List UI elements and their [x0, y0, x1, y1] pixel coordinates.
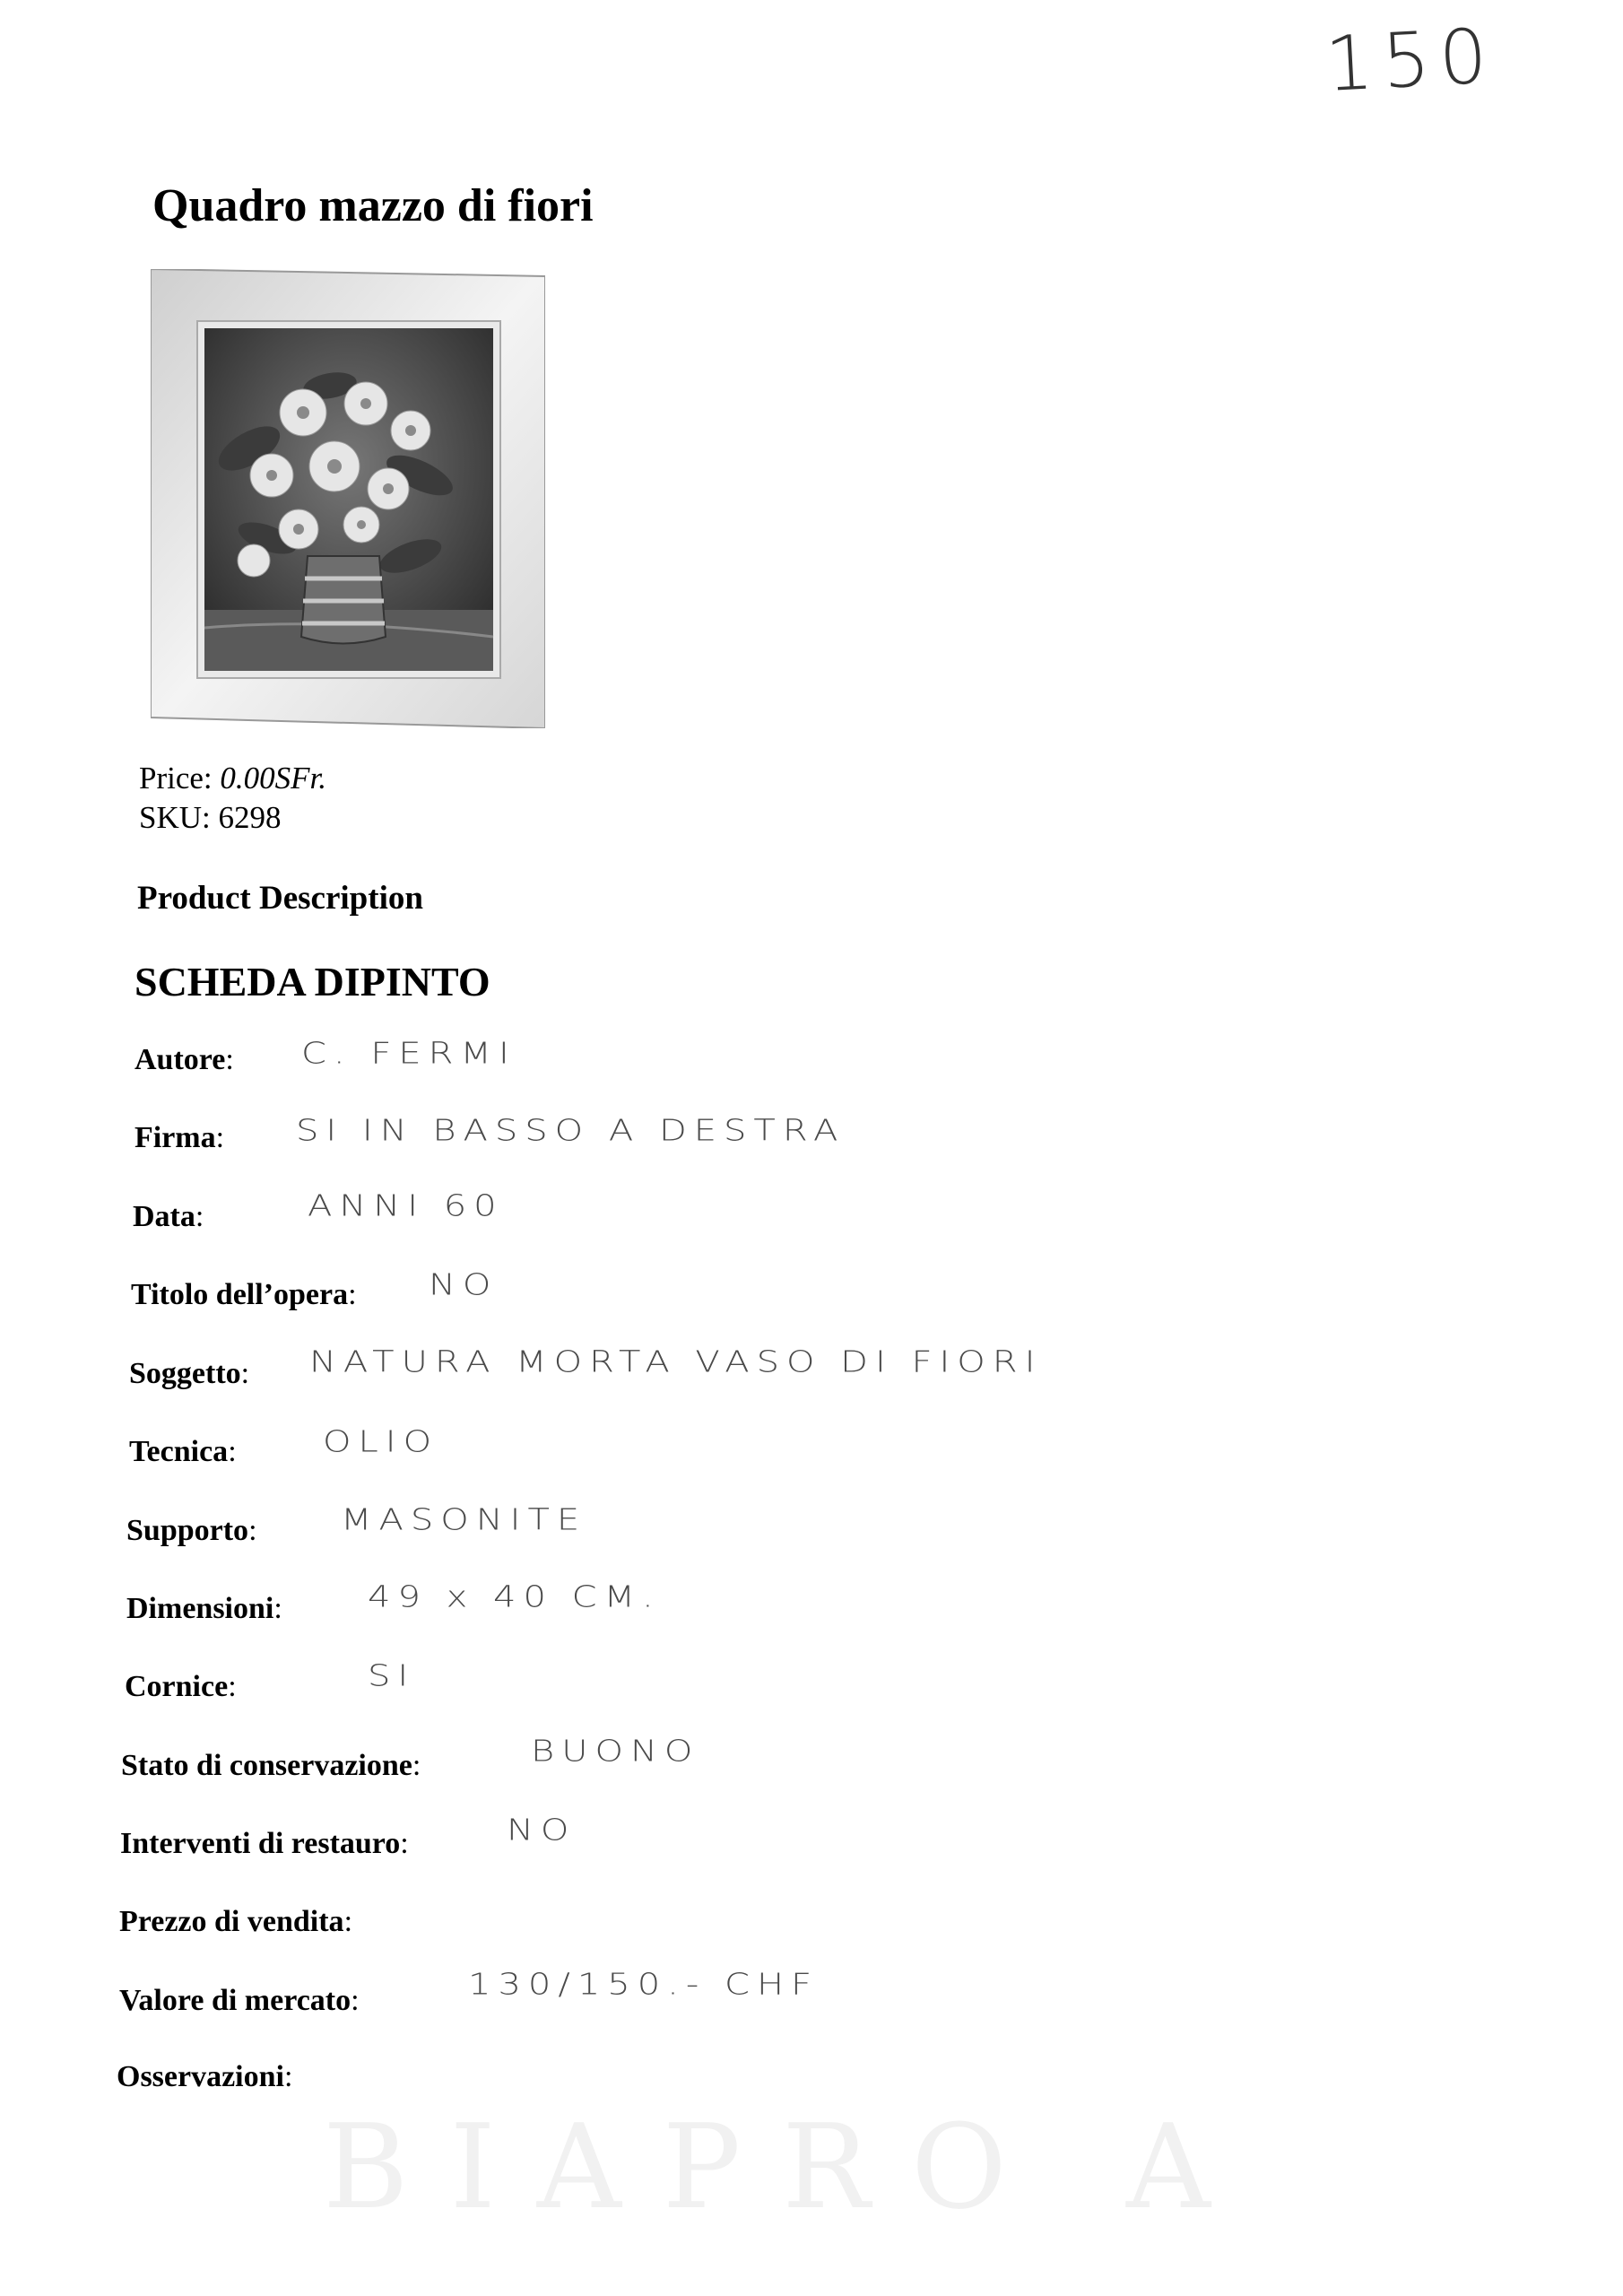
sku-value: 6298 — [218, 800, 282, 835]
field-label-prezzo: Prezzo di vendita: — [119, 1905, 353, 1938]
field-value-soggetto: NATURA MORTA VASO DI FIORI — [309, 1345, 1043, 1379]
field-label-interventi: Interventi di restauro: — [120, 1827, 409, 1860]
product-title: Quadro mazzo di fiori — [152, 180, 594, 231]
field-label-tecnica: Tecnica: — [129, 1435, 237, 1468]
field-value-dimensioni: 49 x 40 CM. — [368, 1580, 661, 1614]
field-label-supporto: Supporto: — [126, 1514, 257, 1547]
field-label-stato: Stato di conservazione: — [121, 1749, 421, 1782]
field-value-stato: BUONO — [531, 1735, 700, 1769]
watermark-stamp: BIAPRO A — [323, 2099, 1252, 2235]
field-value-valore: 130/150.- CHF — [468, 1968, 820, 2002]
field-value-supporto: MASONITE — [341, 1503, 587, 1537]
field-label-firma: Firma: — [135, 1121, 225, 1154]
sku-line — [139, 800, 282, 836]
field-label-cornice: Cornice: — [125, 1670, 237, 1703]
field-value-tecnica: OLIO — [323, 1425, 439, 1459]
field-value-firma: SI IN BASSO A DESTRA — [296, 1114, 846, 1148]
price-label: Price: — [139, 761, 213, 796]
field-label-osservazioni: Osservazioni: — [117, 2060, 293, 2093]
painting-image — [151, 269, 545, 728]
field-label-titolo: Titolo dell’opera: — [131, 1278, 357, 1311]
field-value-cornice: SI — [368, 1659, 416, 1693]
field-value-titolo: NO — [429, 1268, 499, 1302]
field-label-valore: Valore di mercato: — [119, 1984, 360, 2017]
field-value-autore: C. FERMI — [301, 1037, 516, 1071]
field-label-autore: Autore: — [135, 1043, 234, 1076]
field-value-interventi: NO — [507, 1813, 577, 1848]
product-description-heading: Product Description — [137, 880, 423, 917]
price-line — [139, 761, 326, 796]
field-label-data: Data: — [133, 1200, 204, 1233]
sheet-title: SCHEDA DIPINTO — [135, 959, 490, 1004]
page-number-handwritten: 150 — [1323, 12, 1498, 109]
field-label-soggetto: Soggetto: — [129, 1357, 250, 1390]
sku-label: SKU: — [139, 800, 211, 835]
field-value-data: ANNI 60 — [308, 1189, 504, 1223]
field-label-dimensioni: Dimensioni: — [126, 1592, 282, 1625]
price-value: 0.00SFr. — [220, 761, 327, 796]
